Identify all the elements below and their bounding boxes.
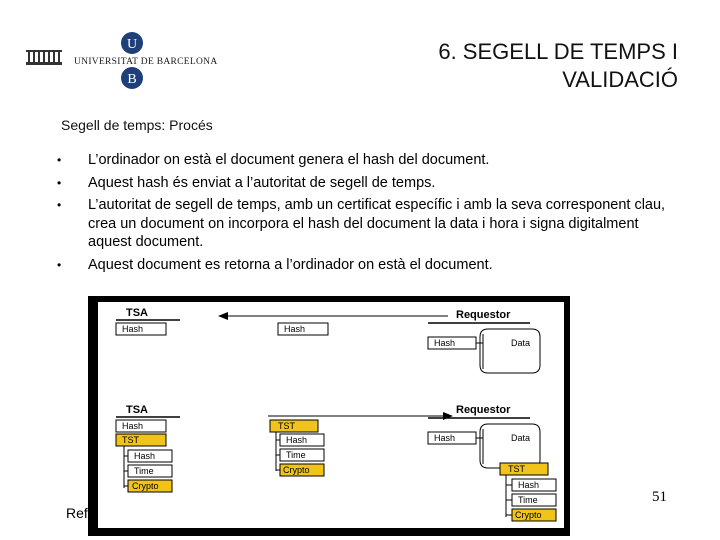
- top-requestor-hash-label: Hash: [434, 338, 456, 348]
- timestamp-process-diagram: [88, 296, 570, 536]
- svg-text:U: U: [126, 37, 138, 52]
- top-requestor-title: Requestor: [456, 309, 511, 321]
- top-document-data-label: Data: [511, 338, 531, 348]
- bullet-dot: •: [57, 198, 62, 212]
- top-arrow-hash-label: Hash: [284, 324, 306, 334]
- bullet-text: Aquest hash és enviat a l’autoritat de segell de temps.: [88, 174, 436, 191]
- bottom-tsa-hash-label: Hash: [122, 421, 144, 431]
- section-subtitle: Segell de temps: Procés: [61, 117, 213, 133]
- top-tsa-hash-label: Hash: [122, 324, 144, 334]
- university-logo-text: UNIVERSITAT DE BARCELONA: [74, 57, 218, 67]
- bottom-tsa-crypto-label: Crypto: [132, 481, 159, 491]
- bullet-dot: •: [57, 175, 62, 190]
- page-number: 51: [652, 489, 667, 505]
- bullet-text: L’autoritat de segell de temps, amb un certificat específic i amb la seva corresponent clau, crea un document on incorpora el hash del document la data i hora i signa digitalment aquest document.: [88, 197, 666, 250]
- bullet-dot: •: [57, 257, 62, 272]
- bullet-dot: •: [57, 153, 62, 167]
- top-document-icon: [480, 329, 540, 373]
- university-logo: [26, 32, 218, 92]
- req-crypto-label: Crypto: [515, 510, 542, 520]
- mid-crypto-label: Crypto: [283, 465, 310, 475]
- mid-tst-label: TST: [278, 421, 295, 431]
- bottom-document-data-label: Data: [511, 433, 531, 443]
- req-hash-label: Hash: [518, 480, 540, 490]
- bottom-requestor-hash-label: Hash: [434, 433, 456, 443]
- slide-title-line-1: 6. SEGELL DE TEMPS I: [438, 39, 678, 64]
- bullet-text: Aquest document es retorna a l’ordinador on està el document.: [88, 256, 493, 273]
- reference-text: Ref: [66, 505, 88, 521]
- bottom-document-icon: [480, 424, 540, 468]
- bullet-item: [57, 174, 667, 193]
- bottom-tsa-sub-hash-label: Hash: [134, 451, 156, 461]
- mid-time-label: Time: [286, 450, 306, 460]
- req-tst-label: TST: [508, 464, 525, 474]
- bullet-list: [57, 151, 667, 274]
- bottom-tsa-title: TSA: [126, 404, 148, 416]
- bullet-item: [57, 151, 667, 170]
- svg-text:B: B: [127, 72, 137, 87]
- slide-title-line-2: VALIDACIÓ: [562, 67, 678, 92]
- slide-title: [438, 38, 678, 94]
- bottom-tsa-tst-label: TST: [122, 435, 139, 445]
- bottom-requestor-title: Requestor: [456, 404, 511, 416]
- top-tsa-title: TSA: [126, 307, 148, 319]
- bottom-tsa-time-label: Time: [134, 466, 154, 476]
- req-time-label: Time: [518, 495, 538, 505]
- bullet-item: [57, 196, 667, 252]
- bullet-text: L’ordinador on està el document genera el hash del document.: [88, 152, 490, 168]
- bullet-item: [57, 256, 667, 275]
- mid-hash-label: Hash: [286, 435, 308, 445]
